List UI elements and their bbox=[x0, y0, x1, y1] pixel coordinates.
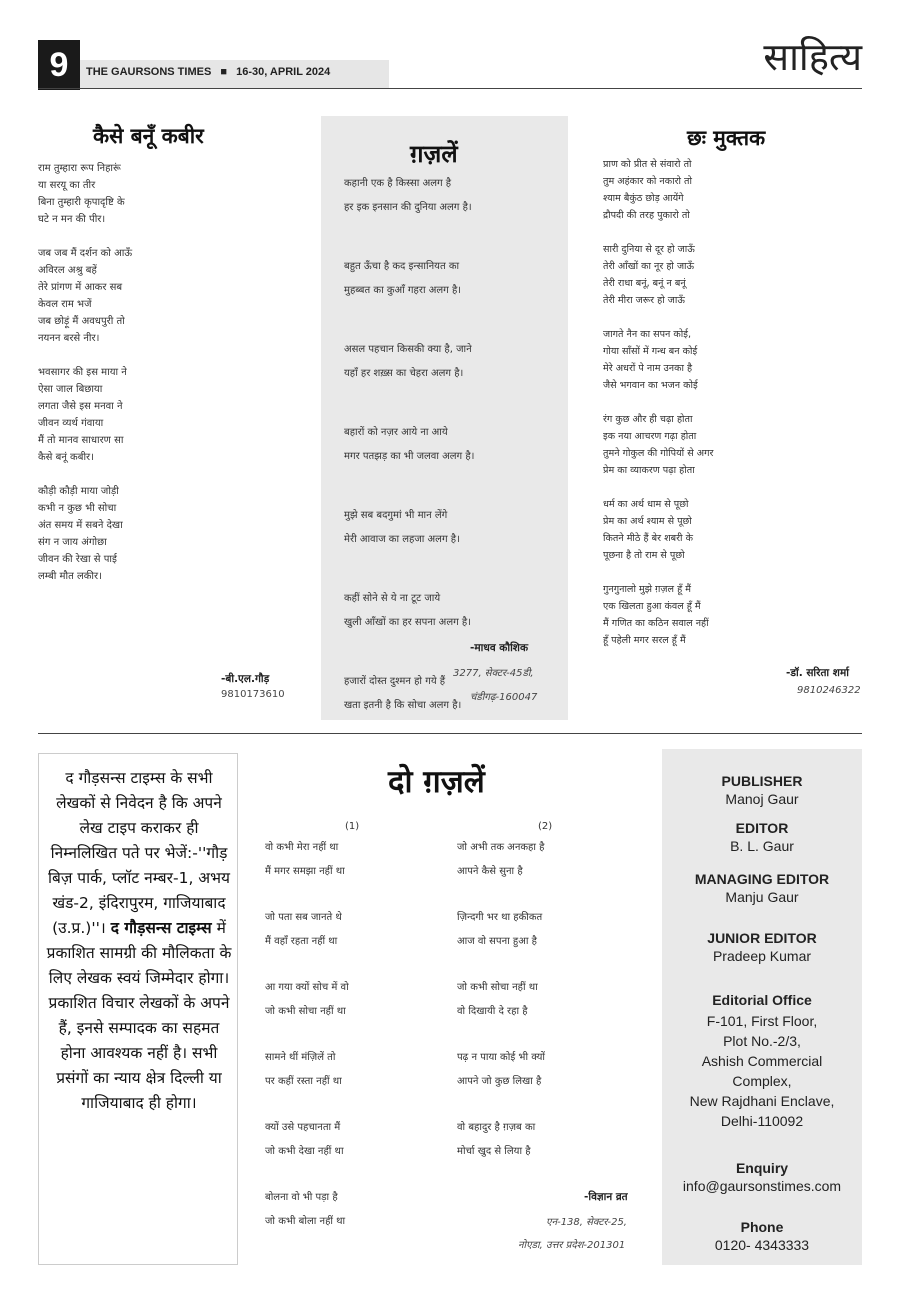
poem-line: मगर पतझड़ का भी जलवा अलग है। bbox=[344, 451, 475, 462]
poem-line: गुनगुनालो मुझे ग़ज़ल हूँ मैं bbox=[603, 584, 691, 595]
managing-editor-name: Manju Gaur bbox=[725, 889, 799, 905]
poem-line: बोलना वो भी पड़ा है bbox=[265, 1192, 338, 1203]
stanza bbox=[265, 1186, 349, 1234]
stanza bbox=[38, 483, 132, 585]
poem-line: आपने जो कुछ लिखा है bbox=[457, 1076, 542, 1087]
poem-line: जैसे भगवान का भजन कोई bbox=[603, 380, 698, 391]
poem-line: यहाँ हर शख़्स का चेहरा अलग है। bbox=[344, 368, 464, 379]
stanza bbox=[265, 1046, 349, 1094]
editor-name: B. L. Gaur bbox=[730, 838, 794, 854]
poem4-number-1: (1) bbox=[345, 821, 360, 832]
notice-text bbox=[44, 766, 234, 1116]
office-address-line: New Rajdhani Enclave, bbox=[689, 1093, 835, 1109]
poem-line: जो अभी तक अनकहा है bbox=[457, 842, 545, 853]
stanza bbox=[38, 245, 132, 347]
poem-line: एक खिलता हुआ कंवल हूँ मैं bbox=[603, 601, 701, 612]
phone-block bbox=[662, 1219, 862, 1255]
poem-line: कौड़ी कौड़ी माया जोड़ी bbox=[38, 486, 119, 497]
junior-editor-block bbox=[662, 930, 862, 966]
poem-line: कहीं सोने से ये ना टूट जाये bbox=[344, 593, 441, 604]
stanza bbox=[603, 241, 713, 309]
poem-line: हजारों दोस्त दुश्मन हो गये हैं bbox=[344, 676, 446, 687]
stanza bbox=[344, 587, 474, 635]
poem-line: केवल राम भजें bbox=[38, 299, 92, 310]
poem-line: अंत समय में सबने देखा bbox=[38, 520, 123, 531]
poem-line: प्राण को प्रीत से संवारो तो bbox=[603, 159, 692, 170]
stanza bbox=[344, 338, 474, 386]
poem-line: वो दिखायी दे रहा है bbox=[457, 1006, 528, 1017]
poem-line: खुली आँखों का हर सपना अलग है। bbox=[344, 617, 472, 628]
office-label: Editorial Office bbox=[712, 992, 812, 1008]
stanza bbox=[603, 326, 713, 394]
stanza bbox=[603, 496, 713, 564]
poem4-author: -विज्ञान व्रत bbox=[584, 1191, 628, 1203]
poem-line: लम्बी मौत लकीर। bbox=[38, 571, 102, 582]
poem-line: संग न जाय अंगोछा bbox=[38, 537, 107, 548]
poem-line: तेरे प्रांगण में आकर सब bbox=[38, 282, 123, 293]
poem-line: जब जब मैं दर्शन को आऊँ bbox=[38, 248, 133, 259]
stanza bbox=[265, 836, 349, 884]
poem-line: जागते नैन का सपन कोई, bbox=[603, 329, 692, 340]
office-address-line: Complex, bbox=[732, 1073, 792, 1089]
poem-line: खता इतनी है कि सोचा अलग है। bbox=[344, 700, 462, 711]
poem-line: अविरल अश्रु बहें bbox=[38, 265, 97, 276]
poem-line: ज़िन्दगी भर था हकीकत bbox=[457, 912, 543, 923]
poem-line: नयनन बरसे नीर। bbox=[38, 333, 100, 344]
poem-line: धर्म का अर्थ धाम से पूछो bbox=[603, 499, 689, 510]
poem1-body bbox=[38, 160, 132, 585]
stanza bbox=[344, 172, 474, 220]
poem1-author: -बी.एल.गौड़ bbox=[221, 673, 270, 685]
poem-line: जीवन व्यर्थ गंवाया bbox=[38, 418, 104, 429]
stanza bbox=[38, 364, 132, 466]
poem-line: क्यों उसे पहचानता मैं bbox=[265, 1122, 341, 1133]
poem-line: रंग कुछ और ही चढ़ा होता bbox=[603, 414, 693, 425]
poem4-address1: एन-138, सेक्टर-25, bbox=[546, 1217, 627, 1228]
poem-line: मैं वहाँ रहता नहीं था bbox=[265, 936, 338, 947]
stanza bbox=[603, 581, 713, 649]
office-address-line: F-101, First Floor, bbox=[706, 1013, 818, 1029]
masthead bbox=[86, 66, 330, 78]
poem2-title: ग़ज़लें bbox=[410, 140, 458, 168]
poem-line: हूँ पहेली मगर सरल हूँ मैं bbox=[603, 635, 686, 646]
poem-line: ऐसा जाल बिछाया bbox=[38, 384, 103, 395]
stanza bbox=[457, 836, 545, 884]
poem-line: या सरयू का तीर bbox=[38, 180, 96, 191]
paper-name: THE GAURSONS TIMES bbox=[86, 66, 212, 78]
poem-line: वो कभी मेरा नहीं था bbox=[265, 842, 339, 853]
poem-line: लगता जैसे इस मनवा ने bbox=[38, 401, 123, 412]
poem-line: श्याम बैकुंठ छोड़ आयेंगे bbox=[603, 193, 684, 204]
poem-line: कितने मीठे हैं बेर शबरी के bbox=[603, 533, 693, 544]
poem-line: मैं गणित का कठिन सवाल नहीं bbox=[603, 618, 709, 629]
stanza bbox=[344, 421, 474, 469]
poem-line: बहारों को नज़र आये ना आये bbox=[344, 427, 448, 438]
poem2-address1: 3277, सेक्टर-45डी, bbox=[453, 668, 534, 679]
enquiry-block bbox=[662, 1160, 862, 1196]
managing-editor-label: MANAGING EDITOR bbox=[694, 871, 830, 887]
poem-line: मैं तो मानव साधारण सा bbox=[38, 435, 124, 446]
poem-line: कहानी एक है किस्सा अलग है bbox=[344, 178, 452, 189]
stanza bbox=[265, 1116, 349, 1164]
poem-line: घटे न मन की पीर। bbox=[38, 214, 106, 225]
office-block bbox=[662, 992, 862, 1131]
poem-line: जो कभी सोचा नहीं था bbox=[265, 1006, 346, 1017]
poem-line: कैसे बनूं कबीर। bbox=[38, 452, 94, 463]
notice-paper-name: द गौड़सन्स टाइम्स bbox=[110, 919, 212, 937]
poem2-author: -माधव कौशिक bbox=[470, 642, 529, 654]
poem-line: मुझे सब बदगुमां भी मान लेंगे bbox=[344, 510, 448, 521]
poem-line: द्रौपदी की तरह पुकारो तो bbox=[603, 210, 690, 221]
poem-line: आ गया क्यों सोच में वो bbox=[265, 982, 349, 993]
stanza bbox=[344, 255, 474, 303]
poem-line: तुम अहंकार को नकारो तो bbox=[603, 176, 692, 187]
junior-editor-name: Pradeep Kumar bbox=[712, 948, 812, 964]
poem-line: जो पता सब जानते थे bbox=[265, 912, 342, 923]
poem-line: भवसागर की इस माया ने bbox=[38, 367, 127, 378]
poem-line: तेरी आँखों का नूर हो जाऊँ bbox=[603, 261, 695, 272]
stanza bbox=[38, 160, 132, 228]
poem-line: आपने कैसे सुना है bbox=[457, 866, 523, 877]
poem1-title: कैसे बनूँ कबीर bbox=[93, 124, 204, 148]
editor-block bbox=[662, 820, 862, 856]
office-address-line: Plot No.-2/3, bbox=[723, 1033, 801, 1049]
poem-line: आज वो सपना हुआ है bbox=[457, 936, 537, 947]
poem-line: जो कभी सोचा नहीं था bbox=[457, 982, 538, 993]
phone-number: 0120- 4343333 bbox=[714, 1237, 810, 1253]
poem-line: मुहब्बत का कुआँ गहरा अलग है। bbox=[344, 285, 462, 296]
poem-line: वो बहादुर है ग़ज़ब का bbox=[457, 1122, 536, 1133]
stanza bbox=[457, 976, 545, 1024]
editor-label: EDITOR bbox=[735, 820, 789, 836]
issue-date: 16-30, APRIL 2024 bbox=[236, 66, 331, 78]
enquiry-email[interactable]: info@gaursonstimes.com bbox=[682, 1178, 842, 1194]
separator-icon: ■ bbox=[220, 66, 228, 78]
notice-part2: में प्रकाशित सामग्री की मौलिकता के लिए लेखक स्वयं जिम्मेदार होगा। प्रकाशित विचार लेखकों के अपने हैं, इनसे सम्पादक का सहमत होना आवश्यक नहीं है। सभी प्रसंगों का न्याय क्षेत्र दिल्ली या गाजियाबाद ही होगा। bbox=[46, 919, 232, 1112]
poem-line: कभी न कुछ भी सोचा bbox=[38, 503, 117, 514]
poem-line: जीवन की रेखा से पाई bbox=[38, 554, 117, 565]
poem-line: राम तुम्हारा रूप निहारूं bbox=[38, 163, 121, 174]
poem-line: मोर्चा खुद से लिया है bbox=[457, 1146, 531, 1157]
poem3-phone: 9810246322 bbox=[797, 685, 861, 696]
divider bbox=[38, 88, 862, 89]
page-number: 9 bbox=[38, 40, 80, 90]
poem-line: सारी दुनिया से दूर हो जाऊँ bbox=[603, 244, 695, 255]
stanza bbox=[457, 1116, 545, 1164]
poem4-column-2 bbox=[457, 836, 545, 1164]
poem-line: बहुत ऊँचा है कद इन्सानियत का bbox=[344, 261, 460, 272]
publisher-name: Manoj Gaur bbox=[725, 791, 799, 807]
office-address-line: Delhi-110092 bbox=[720, 1113, 804, 1129]
poem-line: मैं मगर समझा नहीं था bbox=[265, 866, 345, 877]
managing-editor-block bbox=[662, 871, 862, 907]
poem-line: तेरी राधा बनूं, बनूं न बनूं bbox=[603, 278, 686, 289]
poem-line: हर इक इनसान की दुनिया अलग है। bbox=[344, 202, 472, 213]
poem-line: प्रेम का व्याकरण पढ़ा होता bbox=[603, 465, 695, 476]
poem3-title: छः मुक्तक bbox=[687, 126, 766, 150]
poem-line: असल पहचान किसकी क्या है, जाने bbox=[344, 344, 472, 355]
stanza bbox=[265, 976, 349, 1024]
poem-line: तुमने गोकुल की गोपियों से अगर bbox=[603, 448, 714, 459]
poem-line: पूछना है तो राम से पूछो bbox=[603, 550, 685, 561]
poem-line: जो कभी बोला नहीं था bbox=[265, 1216, 346, 1227]
poem4-address2: नोएडा, उत्तर प्रदेश-201301 bbox=[518, 1240, 626, 1251]
publisher-block bbox=[662, 773, 862, 809]
poem-line: सामने थीं मंज़िलें तो bbox=[265, 1052, 336, 1063]
poem-line: पर कहीं रस्ता नहीं था bbox=[265, 1076, 342, 1087]
poem4-number-2: (2) bbox=[538, 821, 553, 832]
stanza bbox=[457, 906, 545, 954]
publisher-label: PUBLISHER bbox=[721, 773, 803, 789]
poem-line: पढ़ न पाया कोई भी क्यों bbox=[457, 1052, 545, 1063]
stanza bbox=[265, 906, 349, 954]
poem-line: तेरी मीरा जरूर हो जाऊँ bbox=[603, 295, 685, 306]
stanza bbox=[603, 156, 713, 224]
stanza bbox=[603, 411, 713, 479]
poem2-body bbox=[344, 172, 474, 718]
section-title: साहित्य bbox=[763, 35, 862, 79]
stanza bbox=[457, 1046, 545, 1094]
poem4-column-1 bbox=[265, 836, 349, 1234]
poem2-address2: चंडीगढ़-160047 bbox=[470, 692, 538, 703]
poem1-phone: 9810173610 bbox=[221, 689, 285, 700]
poem-line: इक नया आचरण गढ़ा होता bbox=[603, 431, 697, 442]
poem-line: मेरे अधरों पे नाम उनका है bbox=[603, 363, 693, 374]
poem-line: बिना तुम्हारी कृपादृष्टि के bbox=[38, 197, 125, 208]
enquiry-label: Enquiry bbox=[735, 1160, 789, 1176]
office-address-line: Ashish Commercial bbox=[701, 1053, 823, 1069]
poem-line: गोया साँसों में गन्ध बन कोई bbox=[603, 346, 698, 357]
junior-editor-label: JUNIOR EDITOR bbox=[707, 930, 817, 946]
notice-part1: द गौड़सन्स टाइम्स के सभी लेखकों से निवेदन है कि अपने लेख टाइप कराकर ही निम्नलिखित पते पर भेजें:-''गौड़ बिज़ पार्क, प्लॉट नम्बर-1, अभय खंड-2, इंदिरापुरम, गाजियाबाद (उ.प्र.)''। bbox=[47, 769, 231, 937]
phone-label: Phone bbox=[740, 1219, 784, 1235]
poem-line: जो कभी देखा नहीं था bbox=[265, 1146, 344, 1157]
poem4-title: दो ग़ज़लें bbox=[388, 764, 485, 800]
poem-line: मेरी आवाज का लहजा अलग है। bbox=[344, 534, 460, 545]
stanza bbox=[344, 504, 474, 552]
poem-line: प्रेम का अर्थ श्याम से पूछो bbox=[603, 516, 692, 527]
poem3-body bbox=[603, 156, 713, 649]
poem3-author: -डॉ. सरिता शर्मा bbox=[786, 667, 849, 679]
divider bbox=[38, 733, 862, 734]
poem-line: जब छोड़ूं मैं अवधपुरी तो bbox=[38, 316, 125, 327]
